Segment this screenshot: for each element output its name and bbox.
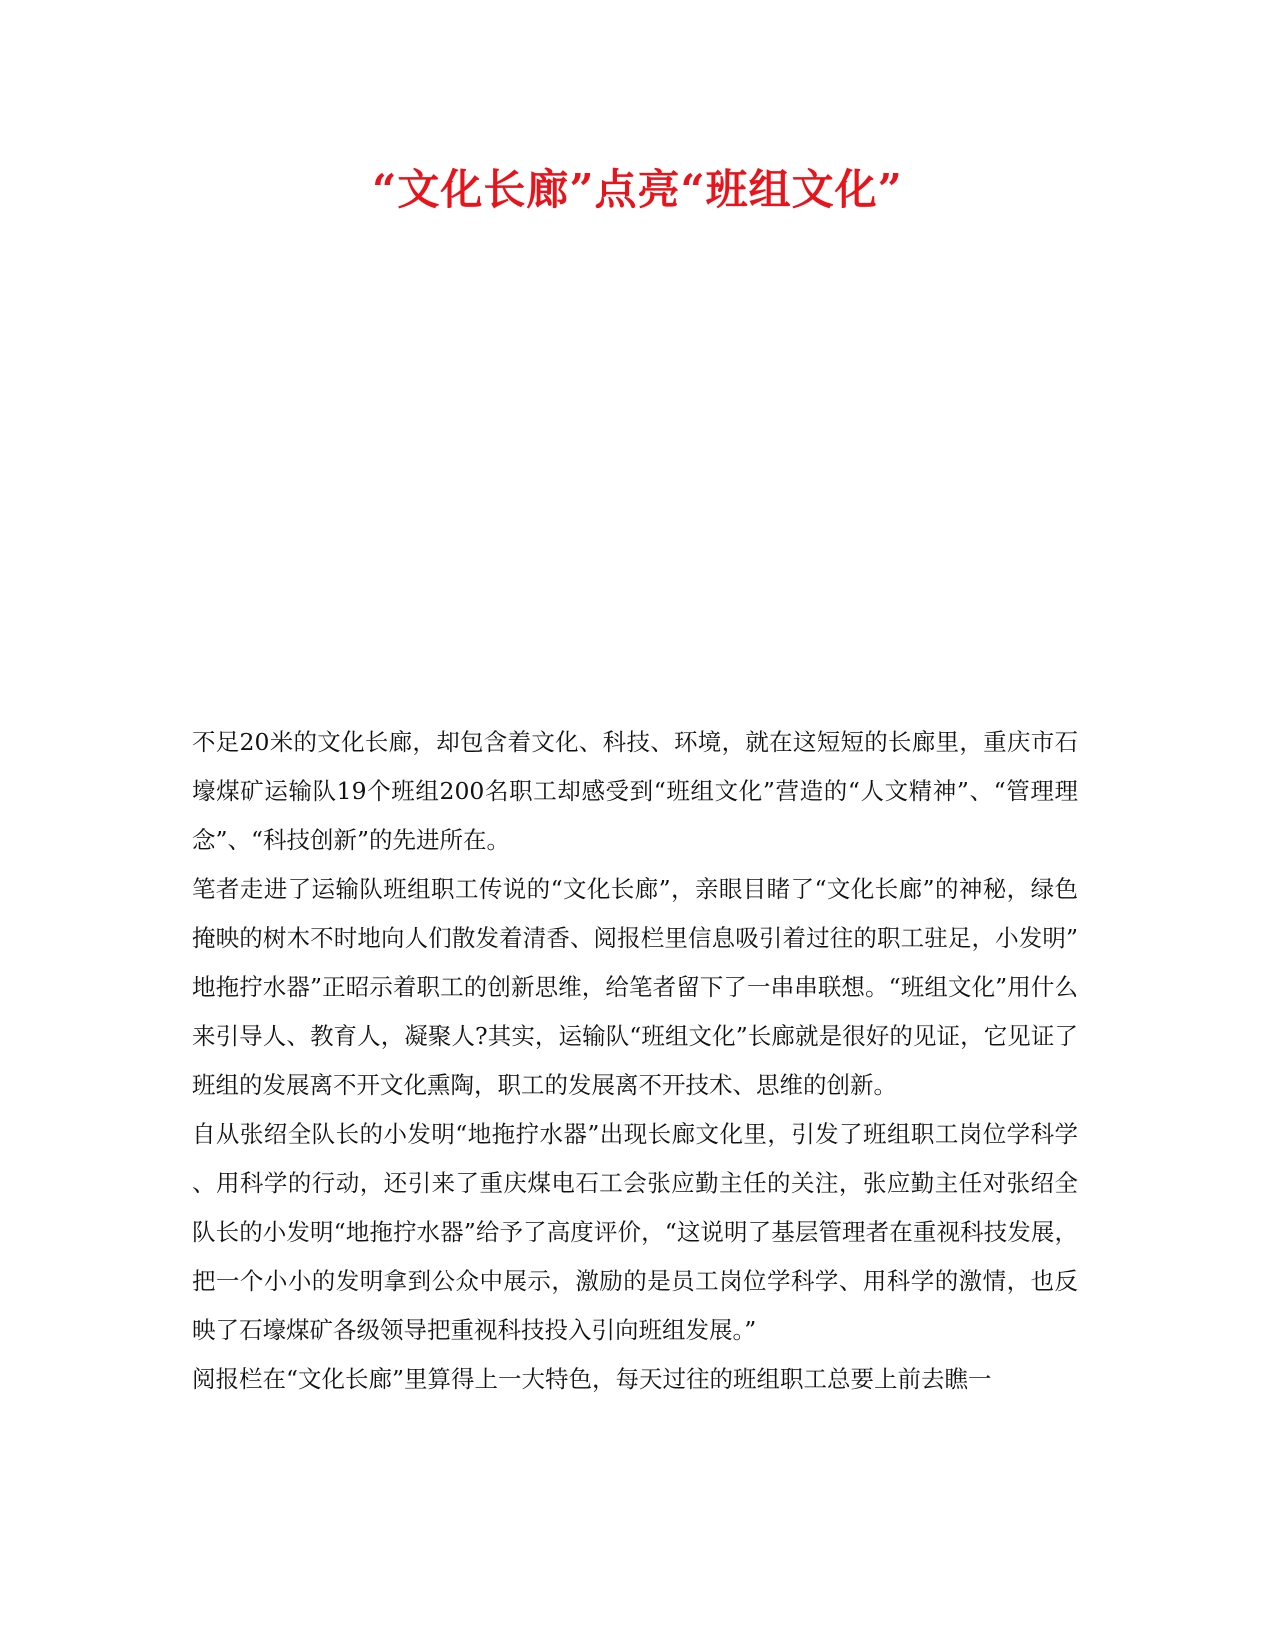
document-body xyxy=(192,718,1078,1404)
document-title: “文化长廊”点亮“班组文化” xyxy=(372,165,903,214)
paragraph: 不足20米的文化长廊，却包含着文化、科技、环境，就在这短短的长廊里，重庆市石壕煤矿运输队19个班组200名职工却感受到“班组文化”营造的“人文精神”、“管理理念”、“科技创新”的先进所在。 xyxy=(192,728,1078,854)
paragraph: 笔者走进了运输队班组职工传说的“文化长廊”，亲眼目睹了“文化长廊”的神秘，绿色掩映的树木不时地向人们散发着清香、阅报栏里信息吸引着过往的职工驻足，小发明”地拖拧水器”正昭示着职工的创新思维，给笔者留下了一串串联想。“班组文化”用什么来引导人、教育人，凝聚人?其实，运输队“班组文化”长廊就是很好的见证，它见证了班组的发展离不开文化熏陶，职工的发展离不开技术、思维的创新。 xyxy=(192,875,1078,1099)
paragraph: 阅报栏在“文化长廊”里算得上一大特色，每天过往的班组职工总要上前去瞧一 xyxy=(192,1365,992,1393)
paragraph: 自从张绍全队长的小发明“地拖拧水器”出现长廊文化里，引发了班组职工岗位学科学、用科学的行动，还引来了重庆煤电石工会张应勤主任的关注，张应勤主任对张绍全队长的小发明“地拖拧水器”给予了高度评价，“这说明了基层管理者在重视科技发展，把一个小小的发明拿到公众中展示，激励的是员工岗位学科学、用科学的激情，也反映了石壕煤矿各级领导把重视科技投入引向班组发展。” xyxy=(192,1120,1078,1344)
